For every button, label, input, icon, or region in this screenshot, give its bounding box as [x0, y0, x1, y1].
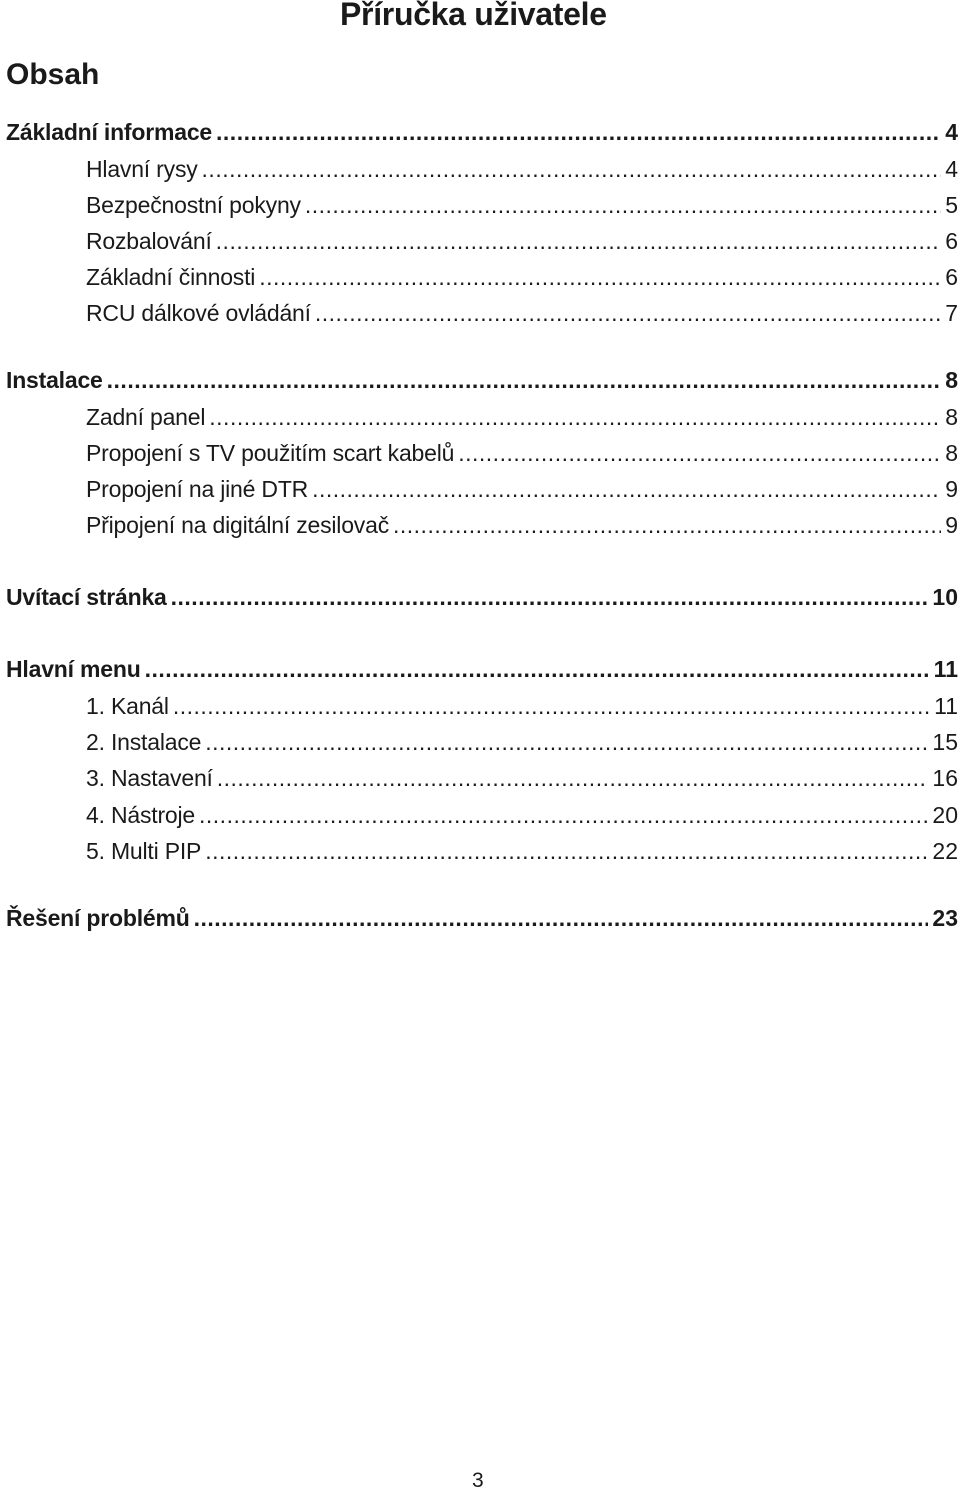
toc-entry-page: 10: [932, 584, 958, 610]
toc-entry-label: Základní informace: [6, 119, 213, 145]
toc-entry-label: 4. Nástroje: [86, 802, 196, 828]
document-title: Příručka uživatele: [340, 0, 607, 32]
toc-entry-label: RCU dálkové ovládání: [86, 300, 311, 326]
toc-entry-page: 9: [945, 512, 958, 538]
toc-entry-pripojeni-na-zesilovac[interactable]: [0, 509, 958, 541]
toc-entry-label: Propojení na jiné DTR: [86, 476, 309, 502]
toc-entry-label: Řešení problémů: [6, 905, 190, 931]
toc-entry-page: 8: [945, 367, 958, 393]
toc-entry-zakladni-informace[interactable]: [0, 116, 958, 148]
toc-leader: [194, 902, 929, 934]
toc-entry-page: 11: [933, 656, 958, 682]
toc-entry-label: Rozbalování: [86, 228, 212, 254]
toc-entry-page: 16: [932, 765, 958, 791]
toc-entry-zadni-panel[interactable]: [0, 401, 958, 433]
toc-entry-page: 9: [945, 476, 958, 502]
toc-entry-kanal[interactable]: [0, 690, 958, 722]
toc-entry-bezpecnostni-pokyny[interactable]: [0, 189, 958, 221]
toc-leader: [205, 726, 928, 758]
toc-entry-propojeni-na-jine-dtr[interactable]: [0, 473, 958, 505]
toc-entry-label: Připojení na digitální zesilovač: [86, 512, 389, 538]
toc-leader: [202, 153, 942, 185]
toc-leader: [216, 225, 942, 257]
toc-leader: [315, 297, 941, 329]
toc-entry-zakladni-cinnosti[interactable]: [0, 261, 958, 293]
toc-entry-hlavni-rysy[interactable]: [0, 153, 958, 185]
toc-entry-page: 20: [932, 802, 958, 828]
toc-entry-hlavni-menu[interactable]: [0, 653, 958, 685]
toc-leader: [205, 835, 928, 867]
toc-leader: [216, 116, 941, 148]
toc-leader: [312, 473, 941, 505]
toc-entry-propojeni-s-tv[interactable]: [0, 437, 958, 469]
toc-entry-label: 5. Multi PIP: [86, 838, 202, 864]
toc-entry-label: Hlavní rysy: [86, 156, 198, 182]
toc-entry-label: Propojení s TV použitím scart kabelů: [86, 440, 455, 466]
toc-entry-uvitaci-stranka[interactable]: [0, 581, 958, 613]
toc-entry-page: 8: [945, 404, 958, 430]
toc-entry-page: 7: [945, 300, 958, 326]
toc-leader: [393, 509, 941, 541]
toc-entry-label: Instalace: [6, 367, 103, 393]
toc-leader: [199, 799, 928, 831]
toc-leader: [458, 437, 941, 469]
toc-entry-page: 11: [934, 693, 958, 719]
toc-leader: [145, 653, 930, 685]
toc-entry-page: 5: [945, 192, 958, 218]
toc-entry-label: Základní činnosti: [86, 264, 256, 290]
toc-entry-label: Zadní panel: [86, 404, 206, 430]
toc-entry-rozbalovani[interactable]: [0, 225, 958, 257]
toc-entry-instalace-menu[interactable]: [0, 726, 958, 758]
toc-leader: [259, 261, 941, 293]
toc-leader: [107, 364, 942, 396]
toc-entry-label: Bezpečnostní pokyny: [86, 192, 301, 218]
toc-entry-label: 1. Kanál: [86, 693, 169, 719]
toc-entry-page: 6: [945, 228, 958, 254]
toc-entry-page: 8: [945, 440, 958, 466]
toc-heading: Obsah: [6, 58, 100, 91]
toc-entry-rcu-dalkove-ovladani[interactable]: [0, 297, 958, 329]
toc-entry-label: 2. Instalace: [86, 729, 202, 755]
toc-leader: [173, 690, 930, 722]
toc-entry-page: 15: [932, 729, 958, 755]
toc-entry-multi-pip[interactable]: [0, 835, 958, 867]
toc-leader: [209, 401, 941, 433]
toc-leader: [171, 581, 929, 613]
toc-entry-page: 6: [945, 264, 958, 290]
toc-entry-page: 22: [932, 838, 958, 864]
toc-entry-instalace[interactable]: [0, 364, 958, 396]
toc-entry-page: 23: [932, 905, 958, 931]
toc-entry-reseni-problemu[interactable]: [0, 902, 958, 934]
toc-leader: [305, 189, 941, 221]
toc-entry-nastroje[interactable]: [0, 799, 958, 831]
toc-entry-nastaveni[interactable]: [0, 762, 958, 794]
toc-entry-page: 4: [945, 156, 958, 182]
toc-entry-page: 4: [945, 119, 958, 145]
page-number: 3: [472, 1469, 484, 1492]
toc-leader: [217, 762, 929, 794]
toc-entry-label: Uvítací stránka: [6, 584, 167, 610]
toc-entry-label: 3. Nastavení: [86, 765, 213, 791]
toc-entry-label: Hlavní menu: [6, 656, 141, 682]
